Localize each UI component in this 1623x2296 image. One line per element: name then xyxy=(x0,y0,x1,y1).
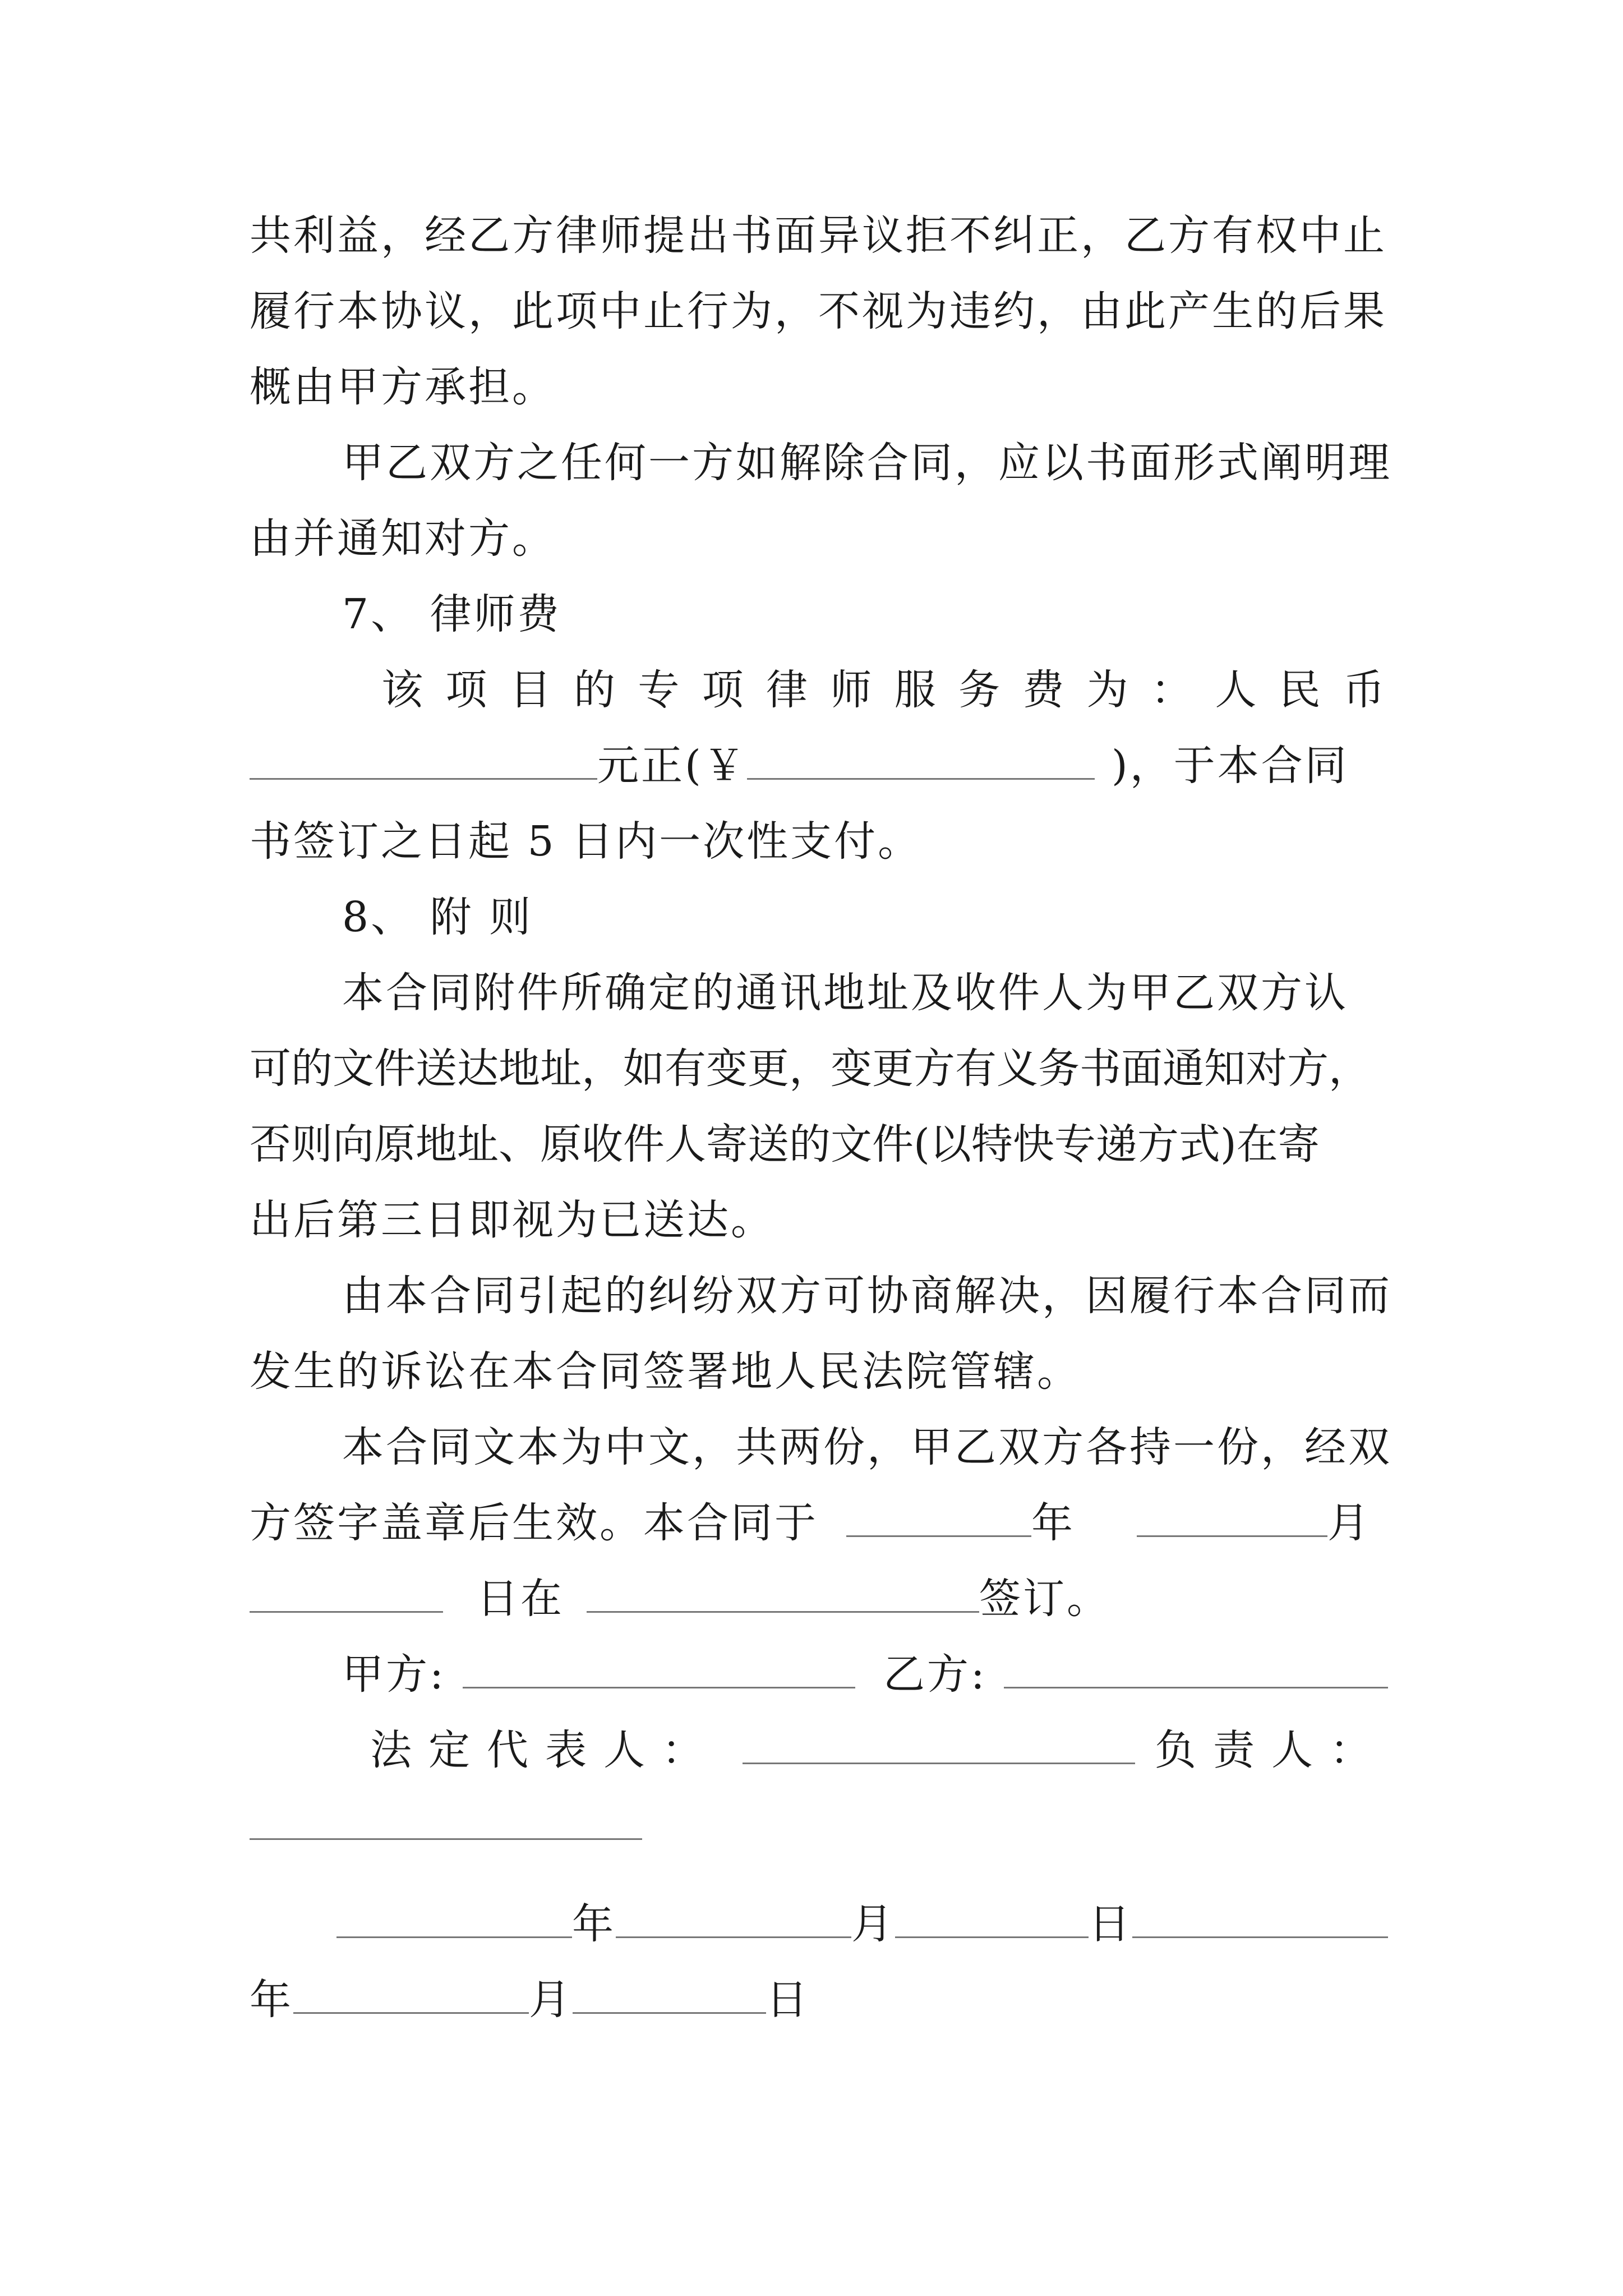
party-a-label: 甲方: xyxy=(342,1650,446,1699)
text-line: 由并通知对方。 xyxy=(250,514,556,563)
section-8-heading: 8、 附 则 xyxy=(342,893,533,941)
year-label: 年 xyxy=(572,1900,616,1948)
blank-amount-words[interactable] xyxy=(250,739,597,780)
text-line: 书签订之日起 5 日内一次性支付。 xyxy=(250,817,922,866)
day-at-label: 日在 xyxy=(477,1575,564,1623)
parties-line xyxy=(342,1646,1388,1703)
date-place-line xyxy=(250,1571,1388,1627)
blank-year[interactable] xyxy=(846,1496,1031,1537)
text-line: 否则向原地址、原收件人寄送的文件(以特快专递方式)在寄 xyxy=(250,1120,1320,1168)
fee-amount-line xyxy=(250,738,1388,794)
date-line xyxy=(250,1495,1388,1551)
legal-rep-field[interactable] xyxy=(743,1723,1135,1764)
party-b-field[interactable] xyxy=(1004,1648,1388,1688)
blank-year-b[interactable] xyxy=(1132,1897,1388,1938)
text-line: 共利益，经乙方律师提出书面异议拒不纠正，乙方有权中止 xyxy=(250,211,1387,260)
blank-place[interactable] xyxy=(587,1572,979,1613)
year-label: 年 xyxy=(250,1976,293,2024)
text-line: 甲乙双方之任何一方如解除合同，应以书面形式阐明理 xyxy=(342,439,1392,487)
text-line: 概由甲方承担。 xyxy=(250,363,556,411)
responsible-field-line xyxy=(250,1798,1388,1854)
text-fragment: 方签字盖章后生效。本合同于 xyxy=(250,1499,818,1547)
legal-rep-label: 法定代表人： xyxy=(370,1726,720,1774)
sign-date-b xyxy=(250,1972,1388,2028)
text-line: 出后第三日即视为已送达。 xyxy=(250,1196,774,1244)
text-line: 本合同附件所确定的通讯地址及收件人为甲乙双方认 xyxy=(342,969,1348,1017)
fee-end: )，于本合同 xyxy=(1111,742,1349,790)
blank-day[interactable] xyxy=(250,1572,443,1613)
day-label: 日 xyxy=(766,1976,810,2024)
responsible-label: 负责人： xyxy=(1155,1726,1388,1774)
text-line: 履行本协议，此项中止行为，不视为违约，由此产生的后果 xyxy=(250,287,1387,335)
month-label: 月 xyxy=(529,1976,573,2024)
party-b-label: 乙方: xyxy=(883,1650,987,1699)
section-7-heading: 7、 律师费 xyxy=(342,590,561,638)
text-line: 发生的诉讼在本合同签署地人民法院管辖。 xyxy=(250,1347,1081,1396)
month-label: 月 xyxy=(1327,1499,1371,1547)
representatives-line xyxy=(370,1722,1388,1778)
month-label: 月 xyxy=(851,1900,895,1948)
blank-day-b[interactable] xyxy=(573,1973,766,2014)
blank-month-a[interactable] xyxy=(616,1897,851,1938)
party-a-field[interactable] xyxy=(463,1648,855,1688)
text-line: 本合同文本为中文，共两份，甲乙双方各持一份，经双 xyxy=(342,1423,1392,1471)
text-line: 由本合同引起的纠纷双方可协商解决，因履行本合同而 xyxy=(342,1272,1392,1320)
blank-amount-number[interactable] xyxy=(747,739,1095,780)
blank-year-a[interactable] xyxy=(336,1897,572,1938)
blank-day-a[interactable] xyxy=(895,1897,1089,1938)
day-label: 日 xyxy=(1089,1900,1132,1948)
sign-date-a xyxy=(336,1896,1388,1952)
text-line: 可的文件送达地址，如有变更，变更方有义务书面通知对方， xyxy=(250,1045,1370,1093)
blank-month-b[interactable] xyxy=(293,1973,529,2014)
responsible-field[interactable] xyxy=(250,1799,642,1840)
fee-line: 该项目的专项律师服务费为：人民币 xyxy=(381,666,1388,714)
signed-label: 签订。 xyxy=(979,1575,1110,1623)
fee-mid: 元正(￥ xyxy=(597,742,747,790)
blank-month[interactable] xyxy=(1137,1496,1327,1537)
year-label: 年 xyxy=(1031,1499,1075,1547)
